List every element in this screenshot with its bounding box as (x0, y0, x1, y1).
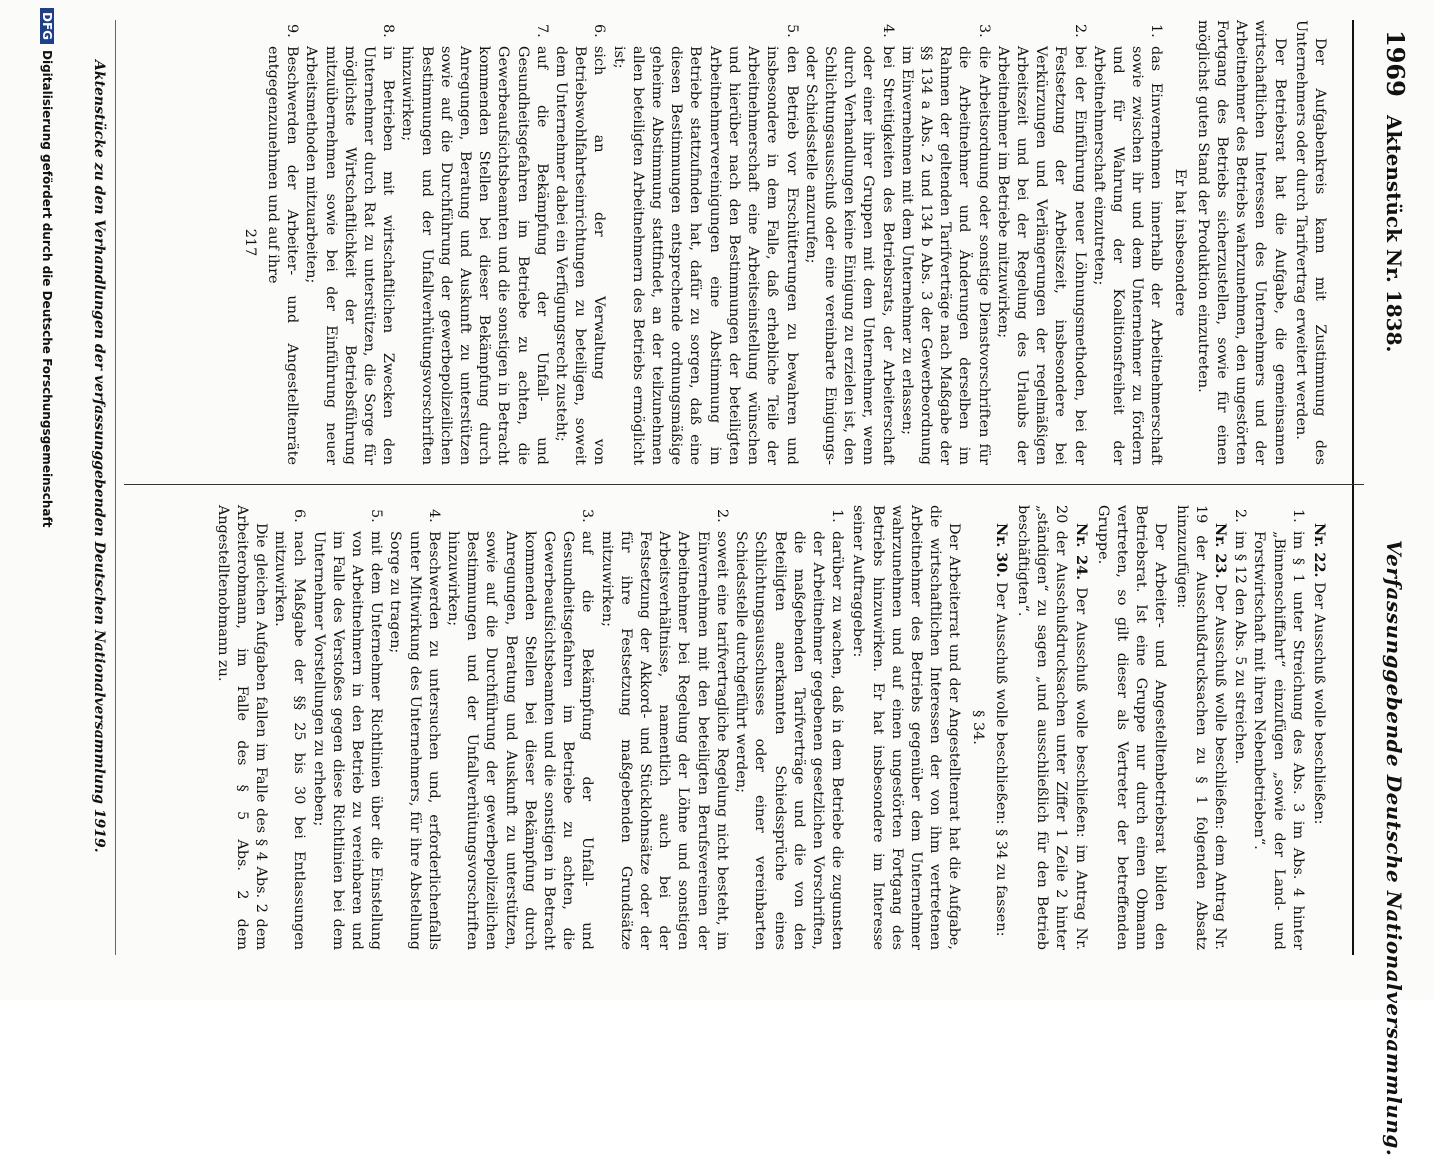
item-number: 4. (425, 509, 442, 523)
item-number: 2. (1071, 24, 1088, 38)
item-number: 3. (579, 509, 596, 523)
section-title: § 34. (969, 710, 986, 745)
item-text: Beschwerden der Arbeiter- und Angestelltenräte entgegenzunehmen und auf ihre (265, 46, 301, 465)
list-item (397, 24, 551, 465)
page-header (1352, 20, 1414, 1156)
running-title: Verfassunggebende Deutsche Nationalversammlung. (1382, 540, 1406, 1156)
item-text: auf die Bekämpfung der Unfall- und Gesundheitsgefahren im Betriebe zu achten, die Gewerbeaufsichtsbeamten und die sonstigen in Betracht kommenden Stellen bei dieser Bekämpfung durch Anregungen, Beratung und Auskunft zu unterstützen, sowie auf die Durchführung der gewerbepolizeilichen Bestimmungen und der Unfallverhütungsvorschriften hinzuwirken; (445, 531, 596, 950)
motion-text: Der Ausschuß wolle beschließen: § 34 zu fassen: (992, 582, 1009, 937)
item-text: im § 1 unter Streichung des Abs. 3 im Abs. 4 hinter „Binnenschiffahrt“ einzufügen „sowie der Land- und Forstwirtschaft mit ihren Nebenbetrieben“. (1251, 531, 1306, 950)
footer-text: Aktenstücke zu den Verhandlungen der verfassunggebenden Deutschen Nationalversammlung 1919. (91, 60, 107, 853)
digitization-credit (30, 0, 54, 1008)
list-item (308, 509, 385, 950)
list-item (443, 509, 597, 950)
paragraph: Der Betriebsrat hat die Aufgabe, die gemeinsamen wirtschaftlichen Interessen des Unternehmers und der Arbeitnehmer des Betriebs wahrzunehmen, den ungestörten Fortgang des Betriebs sicherzustellen, sowie für einen möglichst guten Stand der Produktion einzutreten. (1194, 20, 1288, 465)
item-text: die Arbeitsordnung oder sonstige Dienstvorschriften für die Arbeitnehmer und Änderungen derselben im Rahmen der geltenden Tarifverträge nach Maßgabe der §§ 134 a Abs. 2 und 134 b Abs. 3 der Gewerbeordnung im Einvernehmen mit dem Unternehmer zu erlassen; (898, 46, 992, 465)
list-item (1249, 509, 1307, 950)
item-number: 6. (291, 509, 308, 523)
motion-number: Nr. 22. (1311, 523, 1328, 578)
item-text: das Einvernehmen innerhalb der Arbeitnehmerschaft sowie zwischen ihr und dem Unternehmer zu fördern und für Wahrung der Koalitionsfreiheit der Arbeitnehmerschaft einzutreten; (1090, 46, 1165, 465)
list-item (993, 24, 1089, 465)
motion (1230, 505, 1329, 950)
paragraph: Die gleichen Aufgaben fallen im Falle des § 4 Abs. 2 dem Arbeiterobmann, im Falle des § 5 Abs. 2 dem Angestelltenobmann zu. (214, 505, 270, 950)
page-foot-number: 217 (241, 228, 258, 257)
item-number: 6. (591, 24, 608, 38)
list-item (551, 24, 609, 465)
motion-number: Nr. 24. (1072, 523, 1090, 581)
item-text: im § 12 den Abs. 5 zu streichen. (1232, 531, 1249, 765)
item-text: auf die Bekämpfung der Unfall- und Gesundheitsgefahren im Betriebe zu achten, die Gewerbeaufsichtsbeamten und die sonstigen in Betracht kommenden Stellen bei dieser Bekämpfung durch Anregungen, Beratung und Auskunft zu unterstützen sowie auf die Durchführung der gewerbepolizeilichen Bestimmungen und der Unfallverhütungsvorschriften hinzuwirken; (399, 46, 550, 465)
list-item (897, 24, 993, 465)
item-text: darüber zu wachen, daß in dem Betriebe die zugunsten der Arbeitnehmer gegebenen gesetzlichen Vorschriften, die maßgebenden Tarifverträge und die von den Beteiligten anerkannten Schiedssprüche eines Schlichtungsausschusses oder einer vereinbarten Schiedsstelle durchgeführt werden; (733, 531, 846, 950)
item-number: 2. (1232, 509, 1249, 523)
motion (991, 505, 1011, 950)
page-footer (75, 20, 116, 955)
item-text: sich an der Verwaltung von Betriebswohlfahrtseinrichtungen zu beteiligen, soweit dem Unternehmer dabei ein Verfügungsrecht zusteht; (553, 46, 608, 465)
document-label: Aktenstück Nr. 1838. (1382, 115, 1406, 353)
list-item (596, 509, 730, 950)
enumerated-list (263, 20, 1166, 465)
motion-number: Nr. 23. (1211, 523, 1229, 579)
column-divider (124, 484, 1364, 485)
item-text: bei der Einführung neuer Löhnungsmethoden, bei der Festsetzung der Arbeitszeit, insbesondere bei Verkürzungen und Verlängerungen der regelmäßigen Arbeitszeit und bei der Regelung des Urlaubs der Arbeitnehmer im Betriebe mitzuwirken; (994, 46, 1088, 465)
paragraph: Der Aufgabenkreis kann mit Zustimmung des Unternehmers oder durch Tarifvertrag erweitert werden. (1292, 20, 1328, 465)
item-text: nach Maßgabe der §§ 25 bis 30 bei Entlassungen mitzuwirken. (272, 531, 308, 950)
list-item (263, 24, 301, 465)
item-number: 7. (533, 24, 550, 38)
list-item (731, 509, 846, 950)
motion (1013, 505, 1091, 950)
item-number: 5. (783, 24, 800, 38)
list-item (1230, 509, 1249, 950)
list-item (608, 24, 800, 465)
item-number: 5. (368, 509, 385, 523)
item-text: in Betrieben mit wirtschaftlichen Zwecken den Unternehmer durch Rat zu unterstützen, die Sorge für möglichste Wirtschaftlichkeit der Betriebsführung mitzuübernehmen sowie bei der Einführung neuer Arbeitsmethoden mitzuarbeiten; (303, 46, 397, 465)
left-column (236, 20, 1329, 465)
motion-text: Der Ausschuß wolle beschließen: im Antrag Nr. 20 der Ausschußdrucksachen unter Ziffer 1 Zeile 2 hinter „ständigen“ zu sagen „und ausschließlich für den Betrieb beschäftigten“. (1014, 505, 1089, 950)
paragraph: Der Arbeiterrat und der Angestelltenrat hat die Aufgabe, die wirtschaftlichen Interessen der von ihm vertretenen Arbeitnehmer des Betriebs gegenüber dem Unternehmer wahrzunehmen und auf einen ungestörten Fortgang des Betriebs hinzuwirken. Er hat insbesondere im Interesse seiner Auftraggeber: (850, 505, 963, 950)
item-number: 4. (879, 24, 896, 38)
page-number: 1969 (1381, 30, 1410, 97)
item-number: 1. (829, 509, 846, 523)
credit-text: Digitalisierung gefördert durch die Deutsche Forschungsgemeinschaft (40, 50, 54, 528)
list-item (301, 24, 397, 465)
item-number: 8. (380, 24, 397, 38)
item-text: mit dem Unternehmer Richtlinien über die Einstellung von Arbeitnehmern in den Betrieb zu vereinbaren und im Falle des Verstoßes gegen diese Richtlinien bei dem Unternehmer Vorstellungen zu erheben; (310, 531, 385, 950)
item-number: 1. (1289, 509, 1306, 523)
item-text: Beschwerden zu untersuchen und, erforderlichenfalls unter Mitwirkung des Unternehmers, für ihre Abstellung Sorge zu tragen; (387, 531, 442, 950)
motion (1093, 505, 1230, 950)
item-text: soweit eine tarifvertragliche Regelung nicht besteht, im Einvernehmen mit den beteiligten Berufsvereinen der Arbeitnehmer bei Regelung der Löhne und sonstigen Arbeitsverhältnisse, namentlich auch bei der Festsetzung der Akkord- und Stücklohnsätze oder der für ihre Festsetzung maßgebenden Grundsätze mitzuwirken; (598, 531, 730, 950)
list-item (385, 509, 443, 950)
motion-text: Der Ausschuß wolle beschließen: dem Antrag Nr. 19 der Ausschußdrucksachen zu § 1 folgenden Absatz hinzuzufügen: (1173, 505, 1228, 950)
dfg-logo: DFG (40, 8, 54, 44)
paragraph: Er hat insbesondere (1171, 168, 1188, 317)
item-text: bei Streitigkeiten des Betriebsrats, der Arbeiterschaft oder einer ihrer Gruppen mit dem Unternehmer, wenn durch Verhandlungen keine Einigung zu erzielen ist, den Schlichtungsausschuß oder eine vereinbarte Einigungs- oder Schiedsstelle anzurufen; (802, 46, 896, 465)
motion-number: Nr. 30. (992, 523, 1010, 578)
list-item (270, 509, 308, 950)
item-text: den Betrieb vor Erschütterungen zu bewahren und insbesondere in dem Falle, daß erhebliche Teile der Arbeitnehmerschaft eine Arbeitseinstellung wünschen und hierüber nach den Bestimmungen der beteiligten Arbeitnehmervereinigungen eine Abstimmung im Betriebe stattzufinden hat, dafür zu sorgen, daß eine diesen Bestimmungen entsprechende ordnungsmäßige geheime Abstimmung stattfindet, an der teilzunehmen allen beteiligten Arbeitnehmern des Betriebs ermöglicht ist; (610, 46, 800, 465)
item-number: 9. (284, 24, 301, 38)
item-number: 2. (713, 509, 730, 523)
motion-text: Der Ausschuß wolle beschließen: (1311, 582, 1327, 825)
item-number: 1. (1148, 24, 1165, 38)
item-number: 3. (975, 24, 992, 38)
paragraph: Der Arbeiter- und Angestelltenbetriebsrat bilden den Betriebsrat. Ist eine Gruppe nur durch einen Obmann vertreten, so gilt dieser als Vertreter der betreffenden Gruppe. (1094, 505, 1169, 950)
list-item (801, 24, 897, 465)
list-item (1089, 24, 1166, 465)
right-column (210, 505, 1329, 950)
